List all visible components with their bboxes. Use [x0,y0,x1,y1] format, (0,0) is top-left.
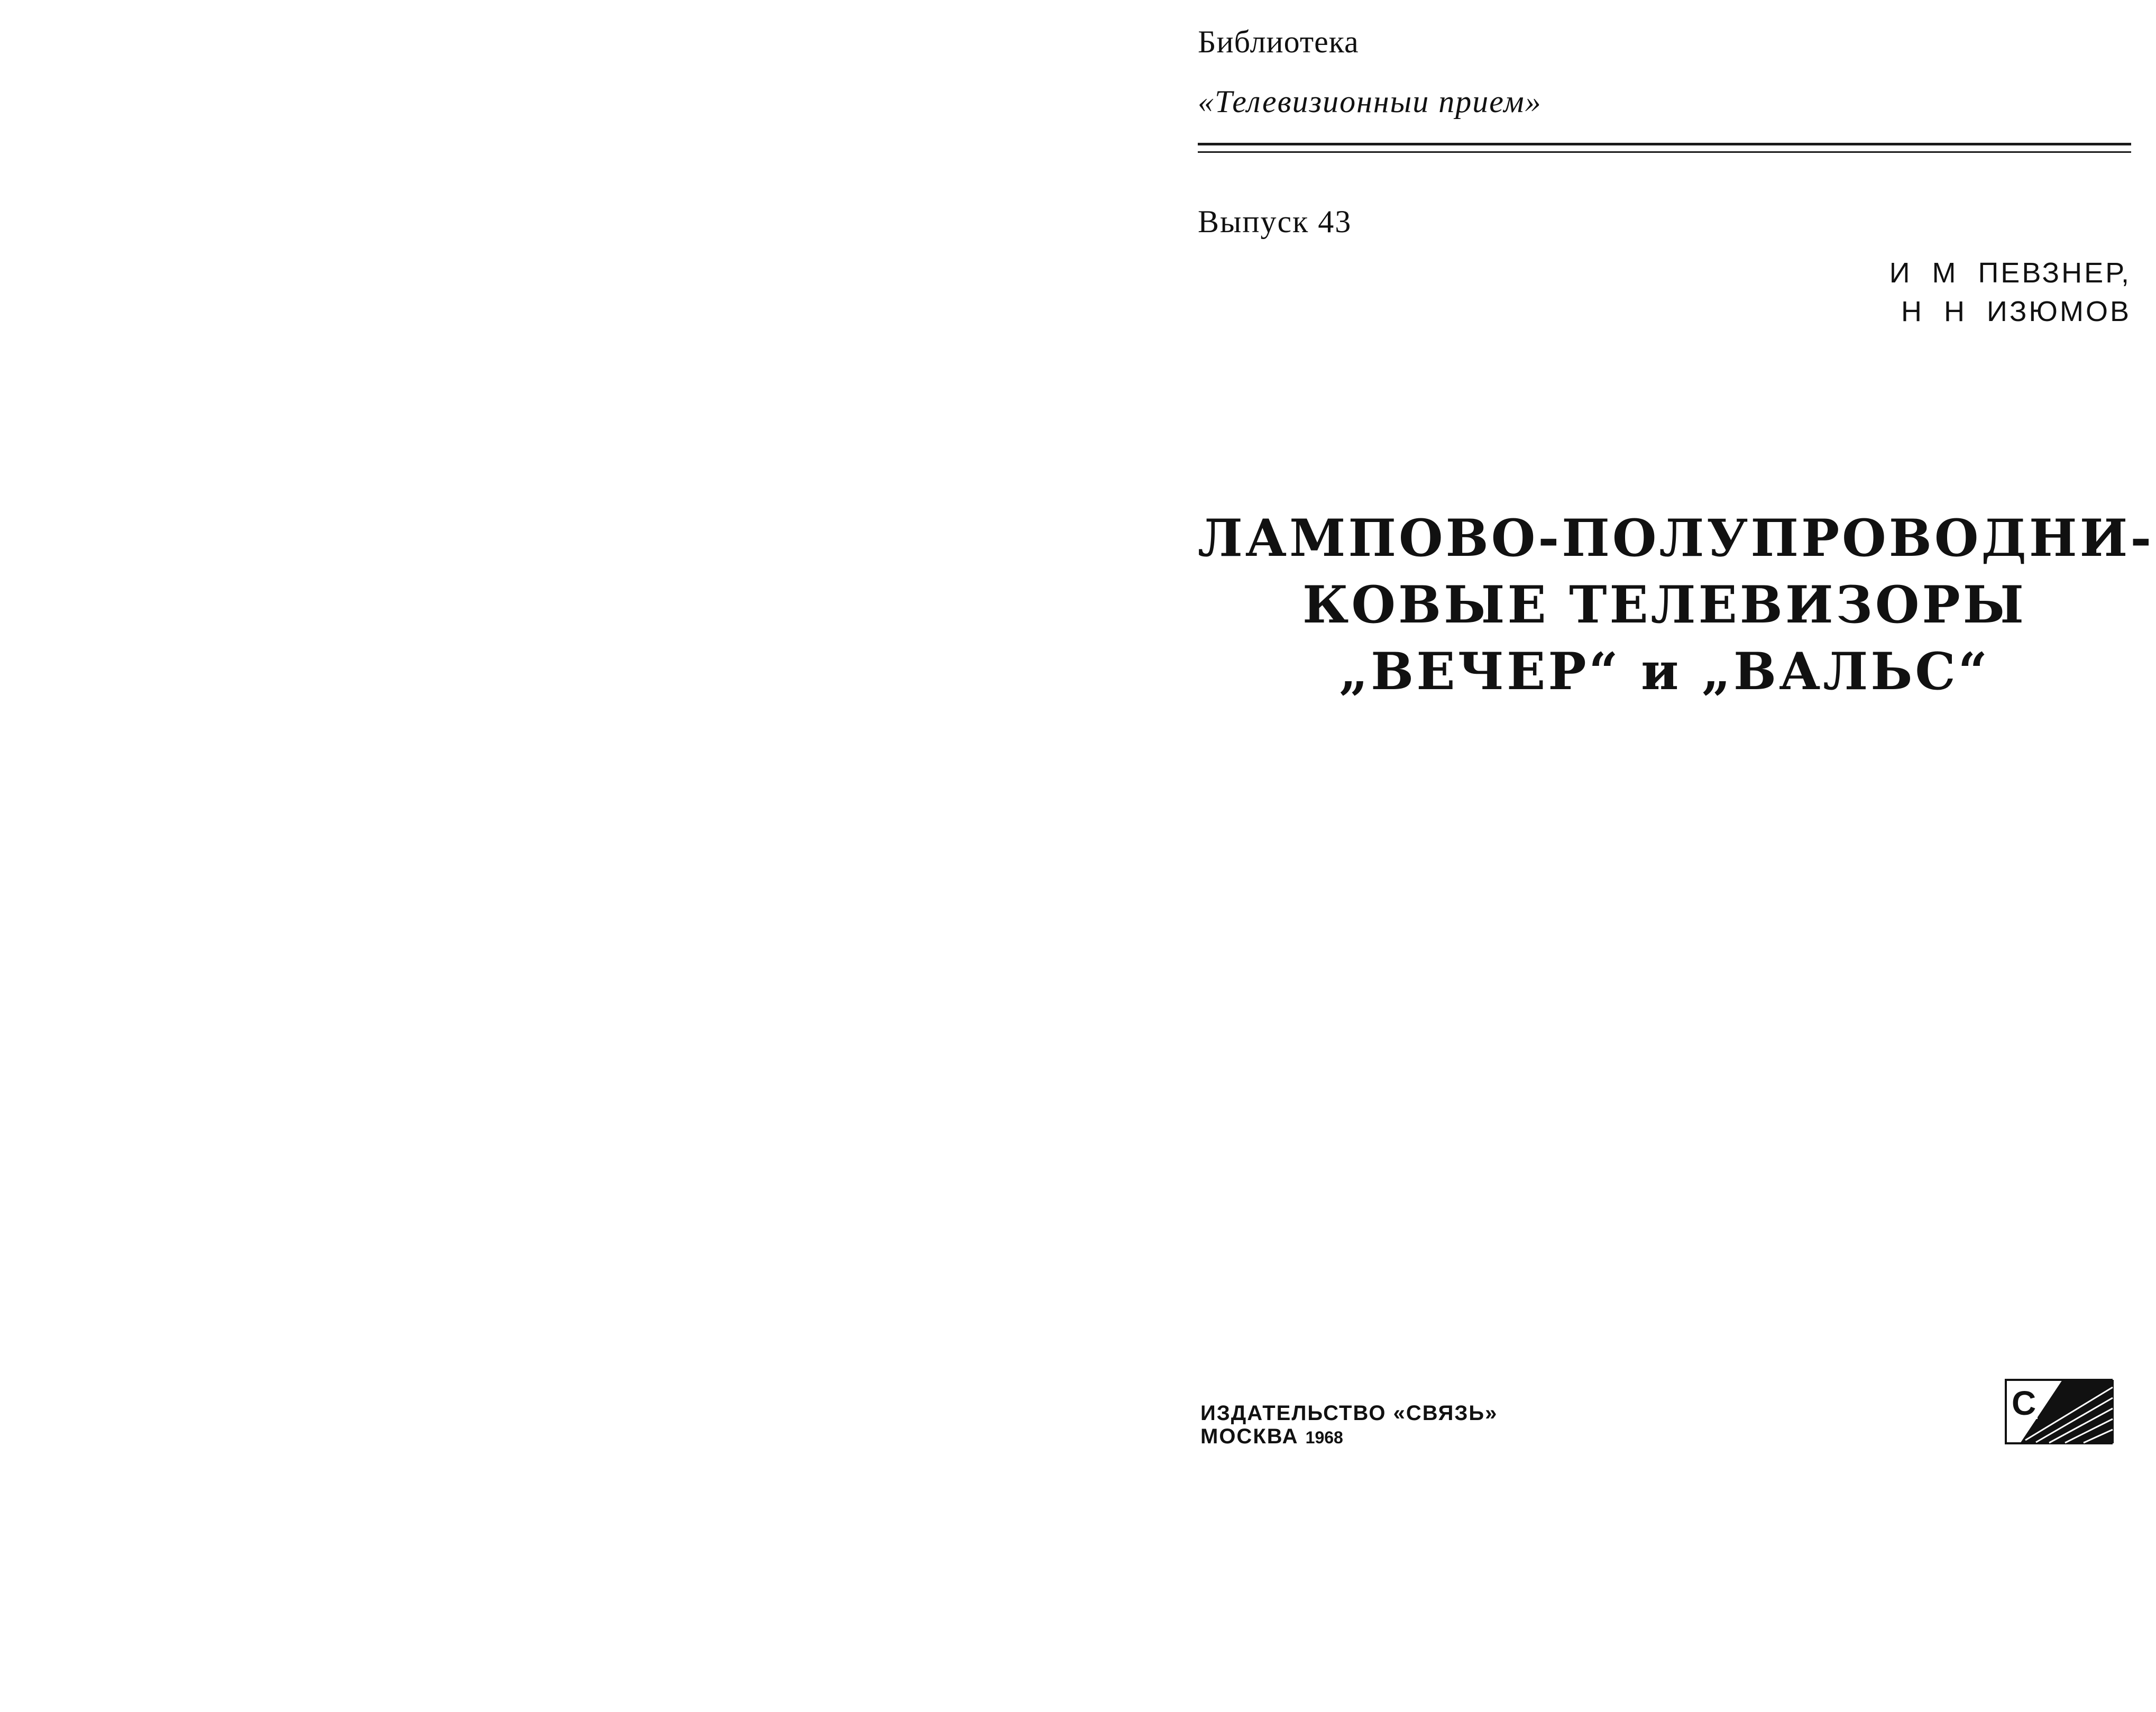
publisher-city: МОСКВА [1200,1425,1299,1448]
publisher-place [1200,1425,1498,1449]
double-rule-top [1198,143,2131,145]
book-title [1198,505,2154,705]
issue-number: Выпуск 43 [1198,204,1352,239]
series-name: Библиотека [1198,24,1359,59]
title-line-1: ЛАМПОВО-ПОЛУПРОВОДНИ- [1198,508,2154,568]
title-line-3: „ВЕЧЕР“ и „ВАЛЬС“ [1338,642,1990,701]
title-line-2: КОВЫЕ ТЕЛЕВИЗОРЫ [1302,575,2026,635]
publication-year: 1968 [1305,1428,1343,1447]
publisher-name: ИЗДАТЕЛЬСТВО «СВЯЗЬ» [1200,1402,1498,1425]
publisher-imprint [1200,1402,1498,1449]
authors [1889,254,2131,331]
publisher-logo-icon [2004,1377,2115,1446]
author-1: И М ПЕВЗНЕР, [1889,257,2131,289]
double-rule-bottom [1198,151,2131,153]
logo-letter: С [2012,1384,2036,1422]
author-2: Н Н ИЗЮМОВ [1901,296,2131,327]
series-subtitle: «Телевизионныи прием» [1198,84,1542,119]
